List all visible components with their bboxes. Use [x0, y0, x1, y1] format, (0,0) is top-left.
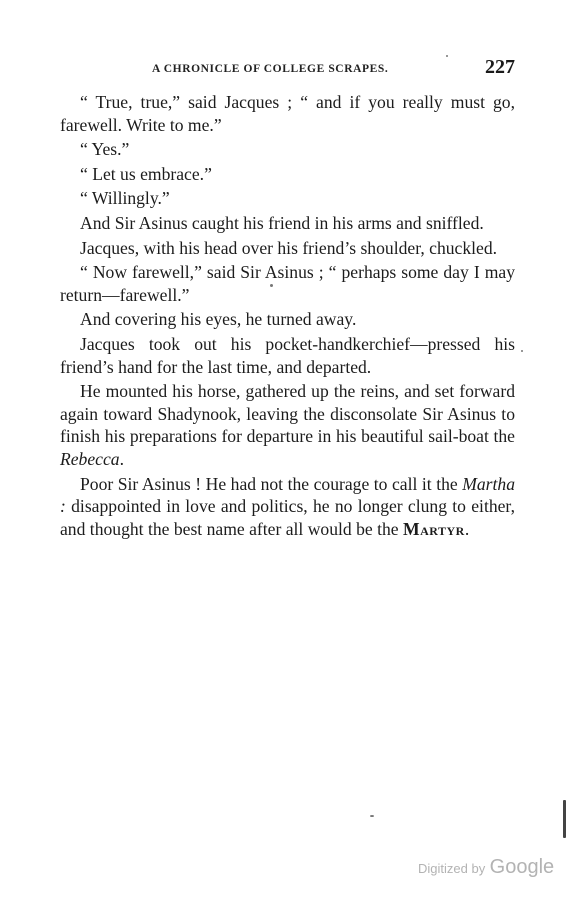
paragraph [60, 261, 515, 306]
text-run: “ Willingly.” [80, 188, 170, 209]
italic-text: Martha : [60, 473, 515, 517]
paragraph [60, 308, 515, 331]
paragraph [60, 333, 515, 378]
scan-speck [270, 284, 273, 287]
text-run: And Sir Asinus caught his friend in his arms and sniffled. [80, 212, 484, 233]
paragraph [60, 212, 515, 235]
text-run: “ Let us embrace.” [80, 163, 212, 184]
scan-speck [446, 55, 448, 57]
paragraph [60, 163, 515, 186]
running-head: A CHRONICLE OF COLLEGE SCRAPES. [152, 63, 389, 75]
text-run: He mounted his horse, gathered up the reins, and set forward again toward Shadynook, leaving the disconsolate Sir Asinus to finish his preparations for departure in his beautiful sail-boat the [60, 381, 515, 447]
paragraph [60, 91, 515, 136]
text-run: Jacques, with his head over his friend’s shoulder, chuckled. [80, 237, 498, 258]
digitized-watermark [418, 856, 554, 879]
small-caps-text: Martyr [402, 518, 465, 539]
paragraph [60, 473, 515, 541]
italic-text: Rebecca [60, 448, 120, 469]
text-run: “ True, true,” said Jacques ; “ and if you really must go, farewell. Write to me.” [60, 92, 515, 135]
text-run: . [119, 448, 124, 469]
page-header [60, 58, 515, 82]
paragraph [60, 187, 515, 210]
paragraph [60, 380, 515, 470]
page-edge-mark [563, 800, 566, 838]
text-run: . [464, 518, 470, 539]
scan-speck [370, 815, 374, 817]
text-run: Poor Sir Asinus ! He had not the courage to call it the [80, 473, 463, 494]
text-run: “ Yes.” [80, 139, 130, 160]
body-text [60, 91, 515, 542]
text-run: And covering his eyes, he turned away. [80, 309, 357, 330]
paragraph [60, 138, 515, 161]
watermark-brand: Google [489, 856, 555, 878]
watermark-prefix: Digitized by [418, 861, 486, 876]
scan-speck [521, 350, 523, 352]
text-run: “ Now farewell,” said Sir Asinus ; “ perhaps some day I may return—farewell.” [60, 262, 515, 305]
page-number: 227 [485, 56, 515, 78]
text-run: disappointed in love and politics, he no longer clung to either, and thought the best name after all would be the [60, 496, 515, 539]
text-run: Jacques took out his pocket-handkerchief—pressed his friend’s hand for the last time, and departed. [60, 333, 515, 377]
paragraph [60, 237, 515, 260]
